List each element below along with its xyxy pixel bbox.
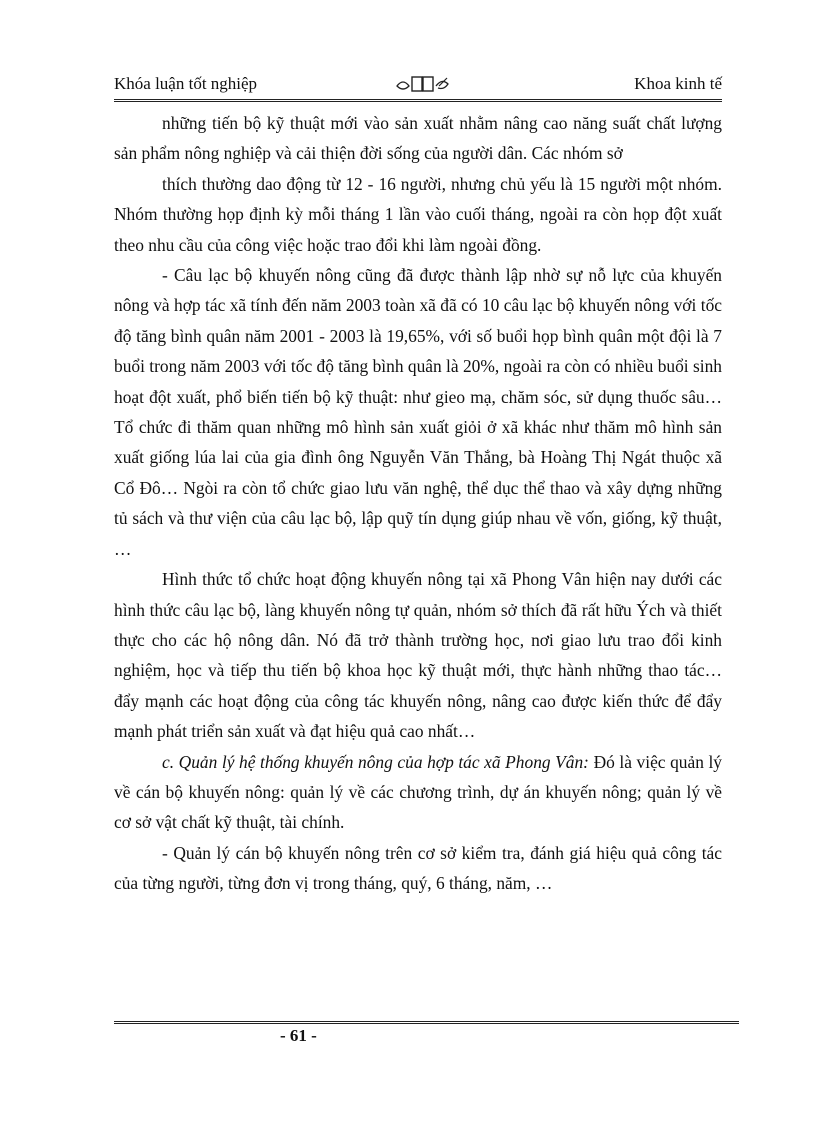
section-c-text: Đó là việc quản lý về cán bộ khuyến nông: quản lý về các chương trình, dự án khuyến nông; quản lý về cơ sở vật chất kỹ thuật, tài chính. [114, 751, 723, 833]
header-thesis-title: Khóa luận tốt nghiệp [114, 74, 258, 93]
page-header [114, 70, 722, 98]
paragraph-last: - Quản lý cán bộ khuyến nông trên cơ sở kiểm tra, đánh giá hiệu quả công tác của từng người, từng đơn vị trong tháng, quý, 6 tháng, năm, … [114, 842, 722, 894]
paragraph-3: - Câu lạc bộ khuyến nông cũng đã được thành lập nhờ sự nỗ lực của khuyến nông và hợp tác xã tính đến năm 2003 toàn xã đã có 10 câu lạc bộ khuyến nông với tốc độ tăng bình quân năm 2001 - 2003 là 19,65%, với số buổi họp bình quân một đội là 7 buổi trong năm 2003 với tốc độ tăng bình quân là 20%, ngoài ra còn có nhiều buổi sinh hoạt đột xuất, phổ biến tiến bộ kỹ thuật: như gieo mạ, chăm sóc, sử dụng thuốc sâu… Tổ chức đi thăm quan những mô hình sản xuất giỏi ở xã khác như thăm mô hình sản xuất giống lúa lai của gia đình ông Nguyễn Văn Thắng, bà Hoàng Thị Ngát thuộc xã Cổ Đô… Ngòi ra còn tổ chức giao lưu văn nghệ, thể dục thể thao và xây dựng những tủ sách và thư viện của câu lạc bộ, lập quỹ tín dụng giúp nhau về vốn, giống, kỹ thuật, … [114, 265, 722, 559]
paragraph-2: thích thường dao động từ 12 - 16 người, nhưng chủ yếu là 15 người một nhóm. Nhóm thường họp định kỳ mỗi tháng 1 lần vào cuối tháng, ngoài ra còn họp đột xuất theo nhu cầu của công việc hoặc trao đổi khi làm ngoài đồng. [114, 173, 722, 255]
paragraph-1: những tiến bộ kỹ thuật mới vào sản xuất nhằm nâng cao năng suất chất lượng sản phẩm nông nghiệp và cải thiện đời sống của người dân. Các nhóm sở [114, 113, 722, 164]
paragraph-4: Hình thức tổ chức hoạt động khuyến nông tại xã Phong Vân hiện nay dưới các hình thức câu lạc bộ, làng khuyến nông tự quản, nhóm sở thích đã rất hữu Ých và thiết thực cho các hộ nông dân. Nó đã trở thành trường học, nơi giao lưu trao đổi kinh nghiệm, học và tiếp thu tiến bộ khoa học kỹ thuật mới, thực hành những thao tác… đẩy mạnh các hoạt động của công tác khuyến nông, nâng cao được kiến thức để đẩy mạnh phát triển sản xuất và đạt hiệu quả cao nhất… [114, 569, 722, 742]
footer-divider [114, 1021, 739, 1024]
section-c-paragraph [114, 747, 722, 838]
section-c-heading: c. Quản lý hệ thống khuyến nông của hợp tác xã Phong Vân: [162, 751, 589, 772]
header-divider [114, 99, 722, 102]
page-number: - 61 - [280, 1026, 317, 1045]
book-ornament-icon [395, 74, 451, 94]
document-body [114, 108, 722, 899]
header-faculty: Khoa kinh tế [634, 74, 722, 93]
